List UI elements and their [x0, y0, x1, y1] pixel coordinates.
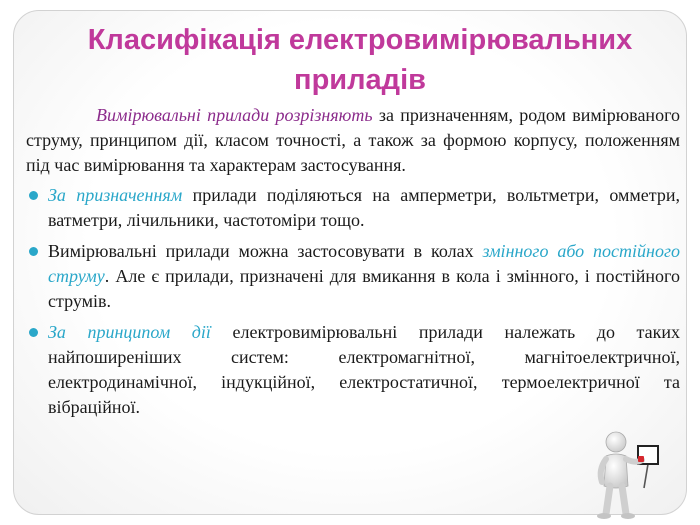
- bullet-lead: За призначенням: [48, 185, 183, 205]
- title-line-1: Класифікація електровимірювальних: [87, 24, 633, 56]
- bullet-text: . Але є прилади, призначені для вмикання в кола і змінного, і постійного струмів.: [48, 266, 680, 311]
- intro-paragraph: [26, 103, 680, 178]
- intro-lead: Вимірювальні прилади розрізняють: [96, 105, 373, 125]
- bullet-text: прилади поділяються на амперметри, вольтметри, омметри, ватметри, лічильники, частотоміри тощо.: [48, 185, 681, 230]
- bullet-list: [26, 183, 680, 420]
- bullet-text: електровимірювальні прилади належать до таких найпоширеніших систем: електромагнітної, магнітоелектричної, електродинамічної, індукційної, електростатичної, термоелектричної та вібраційної.: [48, 322, 680, 417]
- bullet-item-current: [26, 239, 680, 314]
- bullet-item-principle: [26, 320, 680, 420]
- bullet-text: Вимірювальні прилади можна застосовувати в колах: [48, 241, 483, 261]
- bullet-emphasis: змінного або постійного струму: [48, 241, 680, 286]
- bullet-dot-icon: [29, 328, 38, 337]
- bullet-dot-icon: [29, 191, 38, 200]
- intro-text: за призначенням, родом вимірюваного струму, принципом дії, класом точності, а також за формою корпусу, положенням під час вимірювання та характерам застосування.: [26, 105, 680, 175]
- slide-title: [40, 20, 680, 100]
- slide-content: [26, 103, 680, 426]
- bullet-lead: За принципом дії: [48, 322, 211, 342]
- bullet-item-purpose: [26, 183, 680, 233]
- title-line-2: приладів: [294, 64, 426, 96]
- bullet-dot-icon: [29, 247, 38, 256]
- figure-with-checkbox-icon: [592, 428, 664, 520]
